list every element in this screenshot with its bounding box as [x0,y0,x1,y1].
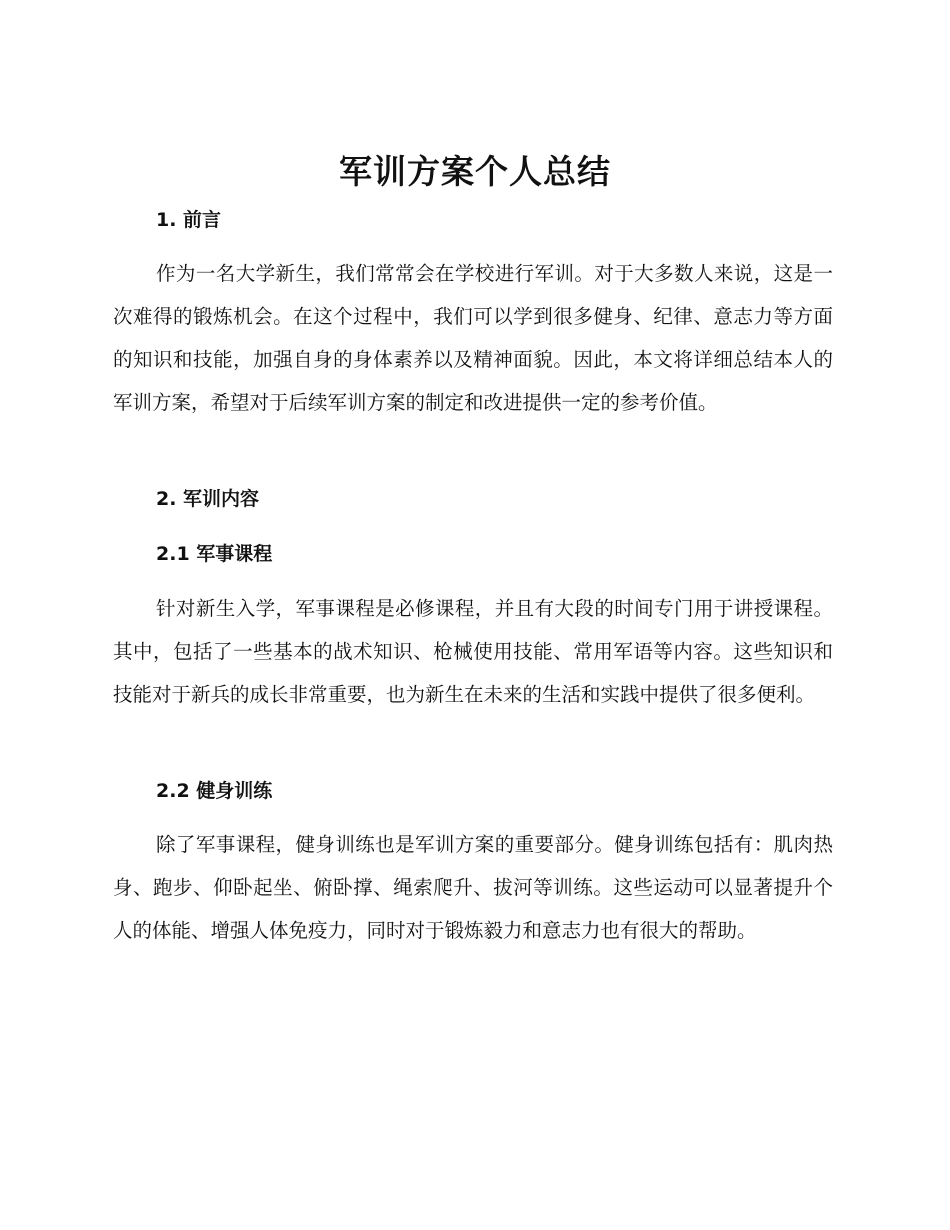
preface-paragraph: 作为一名大学新生，我们常常会在学校进行军训。对于大多数人来说，这是一次难得的锻炼机会。在这个过程中，我们可以学到很多健身、纪律、意志力等方面的知识和技能，加强自身的身体素养以及精神面貌。因此，本文将详细总结本人的军训方案，希望对于后续军训方案的制定和改进提供一定的参考价值。 [113,262,833,414]
section-heading-preface: 1. 前言 [156,209,222,231]
fitness-training-paragraph: 除了军事课程，健身训练也是军训方案的重要部分。健身训练包括有：肌肉热身、跑步、仰卧起坐、俯卧撑、绳索爬升、拔河等训练。这些运动可以显著提升个人的体能、增强人体免疫力，同时对于锻炼毅力和意志力也有很大的帮助。 [113,833,833,942]
section-heading-fitness-training: 2.2 健身训练 [156,780,273,802]
section-heading-training-content: 2. 军训内容 [156,488,260,510]
section-heading-military-courses: 2.1 军事课程 [156,543,273,565]
military-courses-paragraph: 针对新生入学，军事课程是必修课程，并且有大段的时间专门用于讲授课程。其中，包括了一些基本的战术知识、枪械使用技能、常用军语等内容。这些知识和技能对于新兵的成长非常重要，也为新生在未来的生活和实践中提供了很多便利。 [113,597,833,706]
document-title: 军训方案个人总结 [339,152,611,191]
